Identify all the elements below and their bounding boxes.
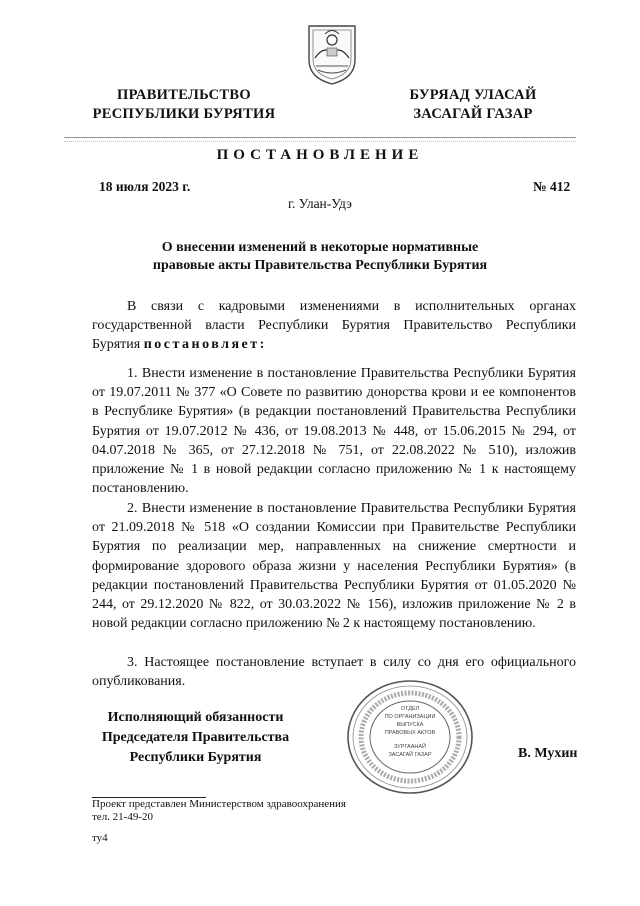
document-city: г. Улан-Удэ [288, 196, 352, 211]
official-seal-icon [345, 678, 475, 796]
document-subject [120, 239, 520, 275]
header-left-line2: РЕСПУБЛИКИ БУРЯТИЯ [92, 106, 276, 122]
seal-line3: ВЫПУСКА [396, 722, 424, 728]
document-number: № 412 [533, 179, 571, 194]
signer-title-line1: Исполняющий обязанности [107, 710, 284, 725]
seal-line4: ПРАВОВЫХ АКТОВ [384, 730, 436, 736]
resolves-word: постановляет: [143, 337, 267, 353]
footer-line1: Проект представлен Министерством здравоохранения [92, 798, 346, 810]
subject-line1: О внесении изменений в некоторые нормативные [161, 240, 479, 255]
coat-of-arms-icon [303, 22, 361, 86]
footer-code: ту4 [92, 832, 108, 844]
paragraph-2-text: 2. Внести изменение в постановление Правительства Республики Бурятия от 21.09.2018 № 518 «О создании Комиссии при Правительстве Республики Бурятия по реализации мер, направленных на снижение смертности и формирование здорового образа жизни у населения Республики Бурятия» (в редакции постановлений Правительства Республики Бурятия от 01.05.2020 № 244, от 29.12.2020 № 822, от 30.03.2022 № 156), изложив приложение № 2 в новой редакции согласно приложению № 2 к настоящему постановлению. [92, 501, 576, 632]
signer-title-line2: Председателя Правительства [101, 730, 290, 745]
header-divider [64, 137, 576, 142]
paragraph-1 [92, 364, 576, 498]
signer-title-line3: Республики Бурятия [129, 750, 262, 765]
paragraph-2 [92, 499, 576, 633]
document-title: ПОСТАНОВЛЕНИЕ [216, 147, 424, 163]
subject-line2: правовые акты Правительства Республики Бурятия [152, 258, 488, 273]
seal-line6: ЗАСАГАЙ ГАЗАР [388, 752, 432, 758]
seal-line5: ЗУРГААНАЙ [394, 744, 426, 750]
paragraph-3-text: 3. Настоящее постановление вступает в силу со дня его официального опубликования. [92, 655, 576, 690]
document-date: 18 июля 2023 г. [99, 179, 191, 194]
intro-text: В связи с кадровыми изменениями в исполнительных органах государственной власти Республики Бурятия Правительство Республики Бурятия [92, 299, 576, 353]
seal-line1: ОТДЕЛ [400, 706, 420, 712]
paragraph-1-text: 1. Внести изменение в постановление Правительства Республики Бурятия от 19.07.2011 № 377 «О Совете по развитию донорства крови и ее компонентов в Республике Бурятия» (в редакции постановлений Правительства Республики Бурятия от 19.07.2012 № 436, от 19.08.2013 № 448, от 15.06.2015 № 294, от 04.07.2018 № 365, от 27.12.2018 № 751, от 22.08.2022 № 510), изложив приложение № 1 в новой редакции согласно приложению № 1 к настоящему постановлению. [92, 366, 576, 497]
intro-paragraph [92, 297, 576, 355]
signer-name: В. Мухин [518, 746, 578, 761]
header-right-line2: ЗАСАГАЙ ГАЗАР [413, 106, 533, 122]
paragraph-3 [92, 653, 576, 691]
header-right-line1: БУРЯАД УЛАСАЙ [409, 87, 537, 103]
header-left-line1: ПРАВИТЕЛЬСТВО [117, 87, 251, 103]
footer-line2: тел. 21-49-20 [92, 811, 154, 823]
seal-line2: ПО ОРГАНИЗАЦИИ [384, 714, 436, 720]
signer-title [88, 708, 303, 768]
